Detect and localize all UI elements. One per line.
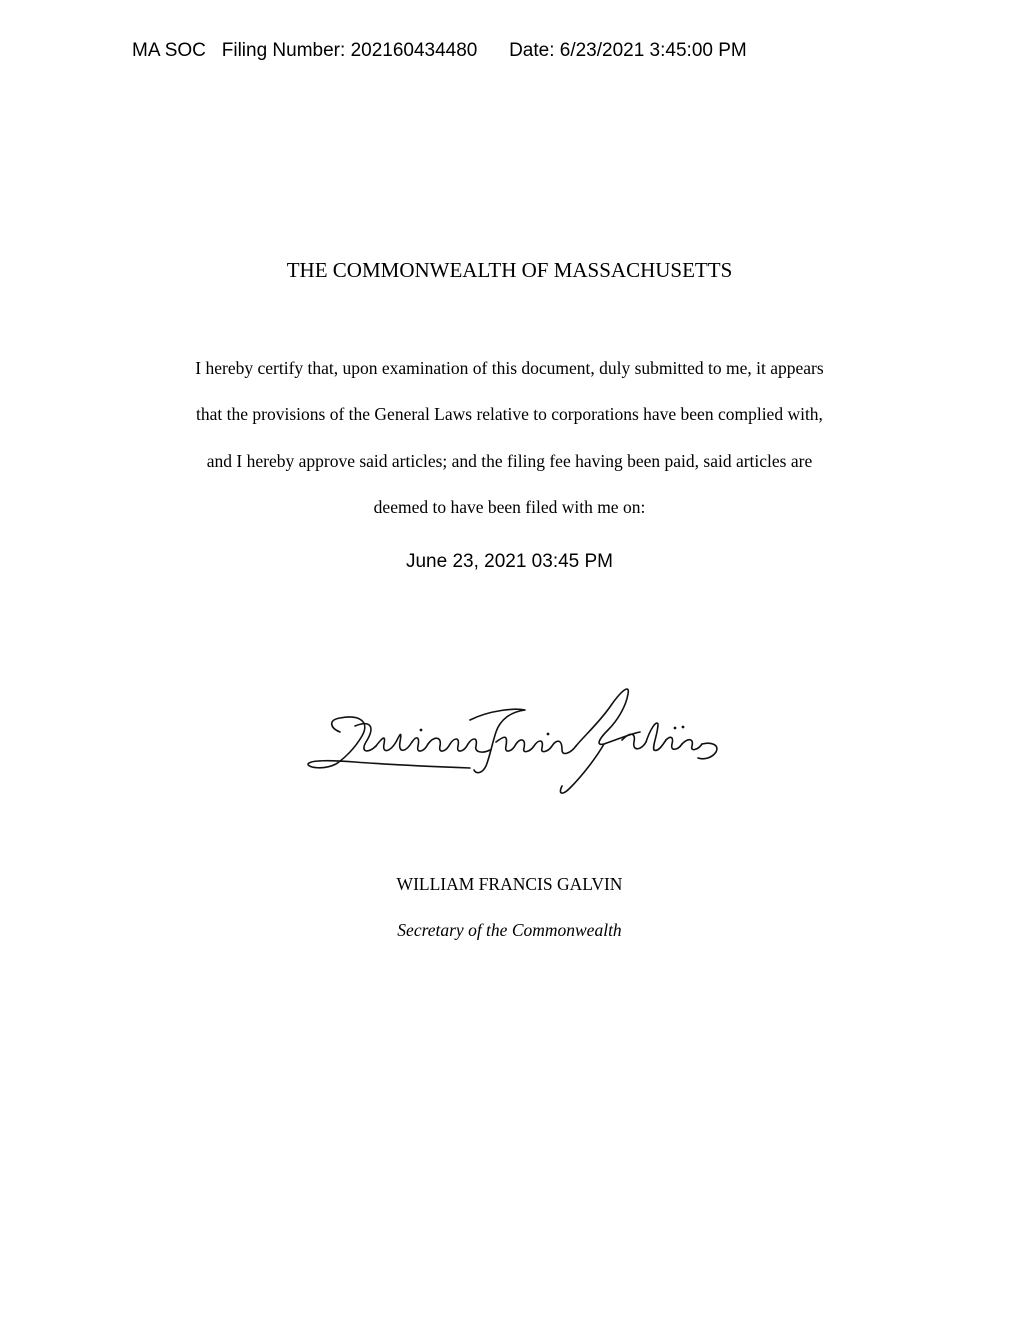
signer-title: Secretary of the Commonwealth — [397, 920, 622, 940]
document-title: THE COMMONWEALTH OF MASSACHUSETTS — [286, 258, 733, 282]
filing-source: MA SOC — [132, 40, 206, 61]
filed-date: June 23, 2021 03:45 PM — [405, 551, 614, 572]
filing-number: Filing Number: 202160434480 — [221, 40, 478, 61]
signer-name: WILLIAM FRANCIS GALVIN — [396, 874, 623, 894]
filing-date: Date: 6/23/2021 3:45:00 PM — [509, 40, 747, 61]
certification-line: and I hereby approve said articles; and the filing fee having been paid, said articles are — [206, 451, 813, 471]
certification-line: deemed to have been filed with me on: — [373, 497, 646, 517]
handwritten-signature — [300, 680, 730, 800]
certification-line: that the provisions of the General Laws relative to corporations have been complied with, — [196, 404, 823, 424]
filing-header — [132, 38, 747, 64]
certification-line: I hereby certify that, upon examination of this document, duly submitted to me, it appears — [195, 358, 824, 378]
